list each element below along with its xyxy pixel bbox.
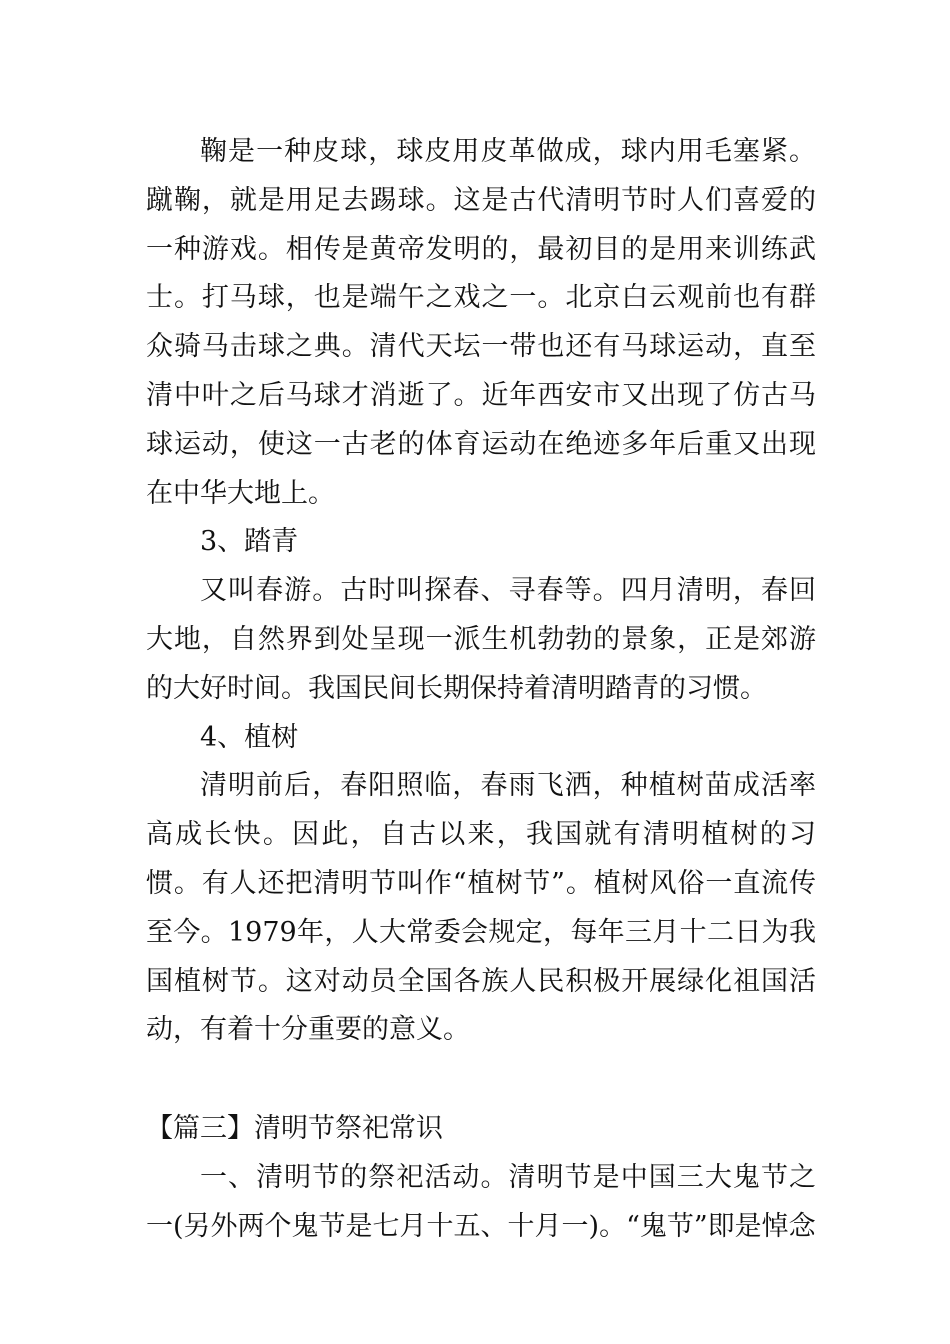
paragraph-jisi: 一、清明节的祭祀活动。清明节是中国三大鬼节之一(另外两个鬼节是七月十五、十月一)。“鬼节”即是悼念 bbox=[146, 1161, 816, 1242]
heading-zhishu: 4、植树 bbox=[200, 721, 299, 753]
section-gap bbox=[146, 1055, 816, 1105]
paragraph-zhishu: 清明前后，春阳照临，春雨飞洒，种植树苗成活率高成长快。因此，自古以来，我国就有清明植树的习惯。有人还把清明节叫作“植树节”。植树风俗一直流传至今。1979年，人大常委会规定，每年三月十二日为我国植树节。这对动员全国各族人民积极开展绿化祖国活动，有着十分重要的意义。 bbox=[146, 770, 816, 1046]
document-page bbox=[146, 128, 816, 1252]
section-title: 【篇三】清明节祭祀常识 bbox=[146, 1113, 443, 1145]
heading-taqing: 3、踏青 bbox=[200, 526, 299, 558]
paragraph-taqing: 又叫春游。古时叫探春、寻春等。四月清明，春回大地，自然界到处呈现一派生机勃勃的景象，正是郊游的大好时间。我国民间长期保持着清明踏青的习惯。 bbox=[146, 575, 816, 704]
paragraph-cuju: 鞠是一种皮球，球皮用皮革做成，球内用毛塞紧。蹴鞠，就是用足去踢球。这是古代清明节时人们喜爱的一种游戏。相传是黄帝发明的，最初目的是用来训练武士。打马球，也是端午之戏之一。北京白云观前也有群众骑马击球之典。清代天坛一带也还有马球运动，直至清中叶之后马球才消逝了。近年西安市又出现了仿古马球运动，使这一古老的体育运动在绝迹多年后重又出现在中华大地上。 bbox=[146, 136, 816, 509]
